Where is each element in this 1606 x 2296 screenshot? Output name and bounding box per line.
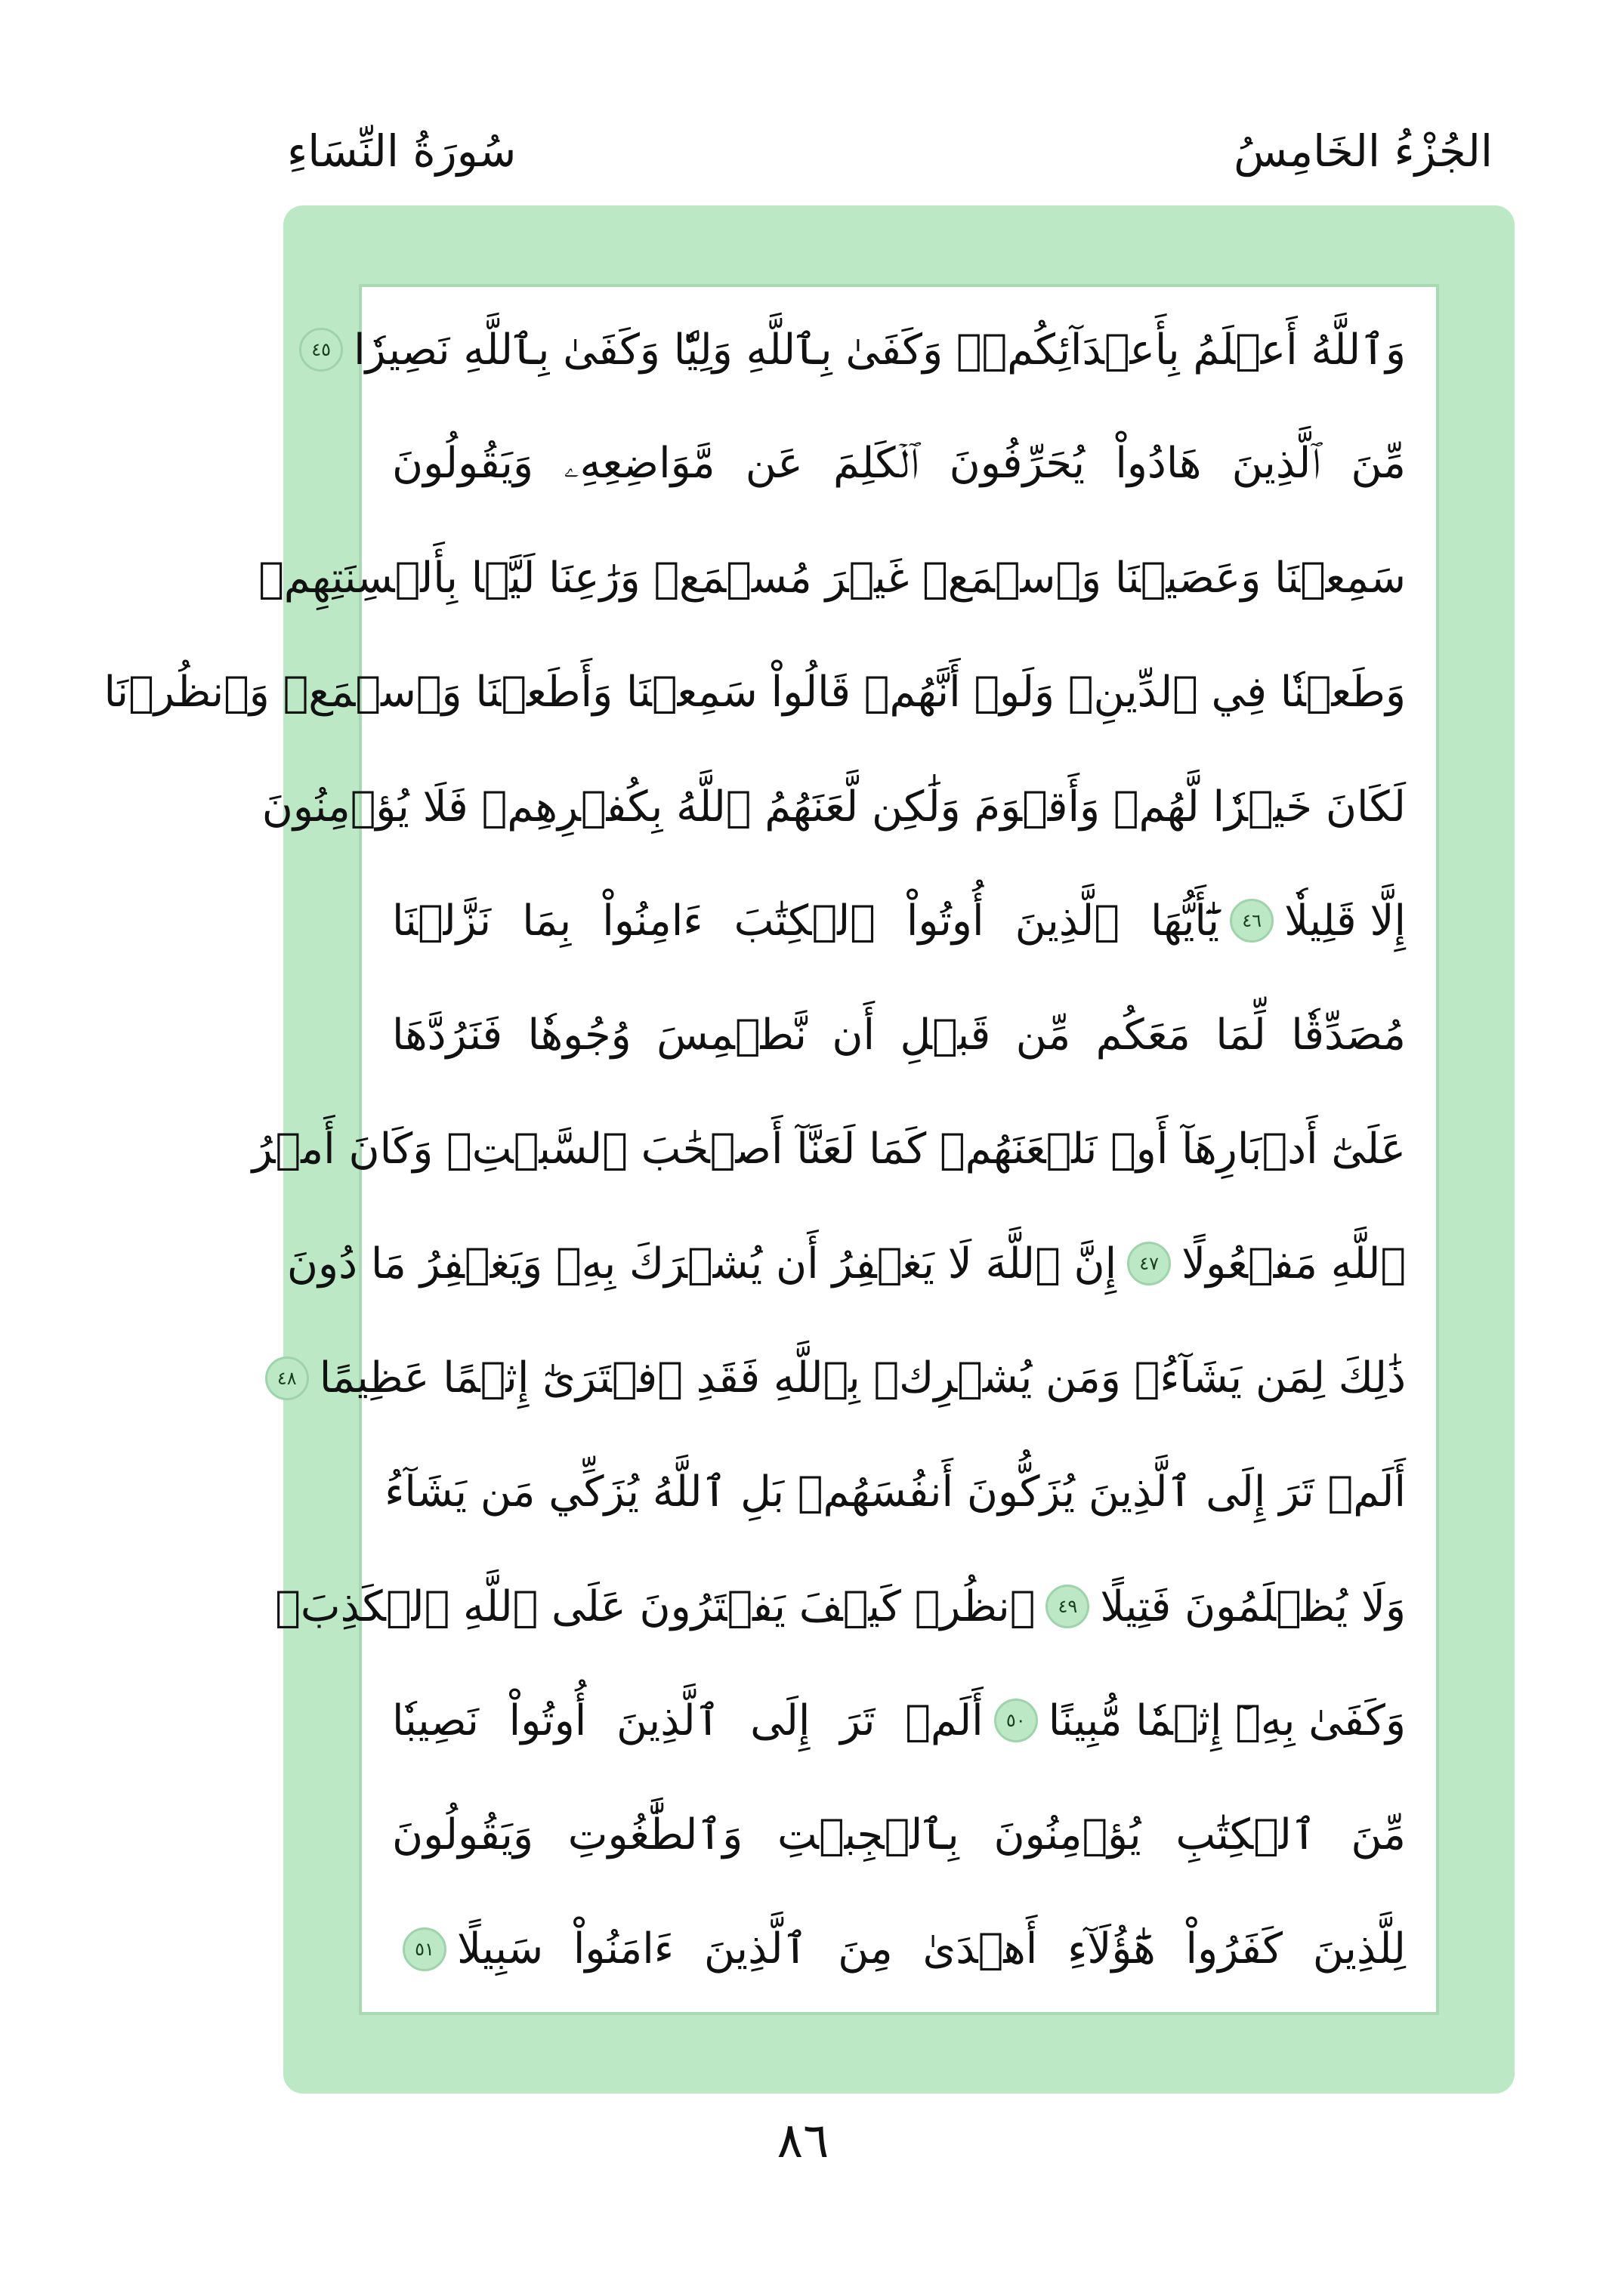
ayah-number-marker: ٤٩ xyxy=(1045,1585,1089,1628)
verse-lines xyxy=(103,305,1406,1994)
text-panel xyxy=(103,284,1439,2015)
verse-line xyxy=(392,419,1406,508)
verse-text: مِّنَ ٱلۡكِتَٰبِ يُؤۡمِنُونَ بِٱلۡجِبۡتِ وَٱلطَّٰغُوتِ وَيَقُولُونَ xyxy=(392,1810,1406,1860)
verse-text: عَلَىٰٓ أَدۡبَارِهَآ أَوۡ نَلۡعَنَهُمۡ كَمَا لَعَنَّآ أَصۡحَٰبَ ٱلسَّبۡتِۚ وَكَانَ أَمۡرُ xyxy=(252,1125,1406,1174)
verse-line xyxy=(392,876,1406,965)
verse-text: وَطَعۡنٗا فِي ٱلدِّينِۚ وَلَوۡ أَنَّهُمۡ قَالُواْ سَمِعۡنَا وَأَطَعۡنَا وَٱسۡمَعۡ وَٱنظُرۡنَا xyxy=(103,668,1406,718)
verse-text: لَكَانَ خَيۡرٗا لَّهُمۡ وَأَقۡوَمَ وَلَٰكِن لَّعَنَهُمُ ٱللَّهُ بِكُفۡرِهِمۡ فَلَا يُؤۡمِنُونَ xyxy=(261,782,1406,832)
verse-line xyxy=(392,991,1406,1080)
page-number: ٨٦ xyxy=(777,2113,829,2169)
verse-line xyxy=(392,1905,1406,1994)
verse-text: أَلَمۡ تَرَ إِلَى ٱلَّذِينَ أُوتُواْ نَصِيبٗا xyxy=(392,1696,984,1745)
verse-text: مُصَدِّقٗا لِّمَا مَعَكُم مِّن قَبۡلِ أَن نَّطۡمِسَ وُجُوهٗا فَنَرُدَّهَا xyxy=(392,1011,1406,1060)
verse-text: يَٰٓأَيُّهَا ٱلَّذِينَ أُوتُواْ ٱلۡكِتَٰبَ ءَامِنُواْ بِمَا نَزَّلۡنَا xyxy=(392,896,1220,946)
verse-text-segment: وَلَا يُظۡلَمُونَ فَتِيلًا xyxy=(1100,1582,1406,1631)
verse-text-segment: إِلَّا قَلِيلٗا xyxy=(1284,896,1406,946)
ayah-number-marker: ٤٧ xyxy=(1127,1242,1171,1285)
verse-line xyxy=(258,534,1406,623)
ayah-number-marker: ٥١ xyxy=(403,1927,446,1971)
page-frame xyxy=(103,205,1515,2094)
juz-title: الجُزْءُ الخَامِسُ xyxy=(1234,125,1493,177)
verse-text: وَٱللَّهُ أَعۡلَمُ بِأَعۡدَآئِكُمۡۚ وَكَفَىٰ بِٱللَّهِ وَلِيّٗا وَكَفَىٰ بِٱللَّهِ نَصِيرٗا xyxy=(354,325,1406,375)
verse-text: سَمِعۡنَا وَعَصَيۡنَا وَٱسۡمَعۡ غَيۡرَ مُسۡمَعٖ وَرَٰعِنَا لَيَّۢا بِأَلۡسِنَتِهِمۡ xyxy=(258,554,1406,603)
verse-text: مِّنَ ٱلَّذِينَ هَادُواْ يُحَرِّفُونَ ٱلۡكَلِمَ عَن مَّوَاضِعِهِۦ وَيَقُولُونَ xyxy=(392,439,1406,489)
ayah-number-marker: ٤٨ xyxy=(265,1356,309,1400)
surah-title: سُورَةُ النِّسَاءِ xyxy=(287,125,517,177)
verse-text: أَلَمۡ تَرَ إِلَى ٱلَّذِينَ يُزَكُّونَ أَنفُسَهُمۚ بَلِ ٱللَّهُ يُزَكِّي مَن يَشَآءُ xyxy=(385,1467,1406,1517)
verse-text: لِلَّذِينَ كَفَرُواْ هَٰٓؤُلَآءِ أَهۡدَىٰ مِنَ ٱلَّذِينَ ءَامَنُواْ سَبِيلًا xyxy=(457,1924,1406,1974)
verse-line xyxy=(311,305,1406,394)
ayah-number-marker: ٥٠ xyxy=(994,1699,1038,1742)
verse-text-segment: وَكَفَىٰ بِهِۦٓ إِثۡمٗا مُّبِينًا xyxy=(1048,1696,1406,1745)
ayah-number-marker: ٤٥ xyxy=(299,328,343,372)
verse-text-segment: ٱللَّهِ مَفۡعُولًا xyxy=(1181,1239,1406,1288)
ayah-number-marker: ٤٦ xyxy=(1230,899,1274,943)
verse-line xyxy=(286,1219,1406,1308)
verse-line xyxy=(385,1448,1406,1537)
verse-line xyxy=(276,1334,1406,1423)
verse-line xyxy=(261,762,1406,851)
verse-text: ذَٰلِكَ لِمَن يَشَآءُۚ وَمَن يُشۡرِكۡ بِٱللَّهِ فَقَدِ ٱفۡتَرَىٰٓ إِثۡمًا عَظِيمًا xyxy=(319,1353,1406,1403)
verse-text: إِنَّ ٱللَّهَ لَا يَغۡفِرُ أَن يُشۡرَكَ بِهِۦ وَيَغۡفِرُ مَا دُونَ xyxy=(286,1239,1117,1288)
verse-line xyxy=(252,1105,1406,1194)
verse-line xyxy=(275,1562,1406,1651)
verse-line xyxy=(103,648,1406,737)
verse-line xyxy=(392,1676,1406,1765)
verse-line xyxy=(392,1791,1406,1880)
verse-text: ٱنظُرۡ كَيۡفَ يَفۡتَرُونَ عَلَى ٱللَّهِ ٱلۡكَذِبَۖ xyxy=(275,1582,1036,1631)
